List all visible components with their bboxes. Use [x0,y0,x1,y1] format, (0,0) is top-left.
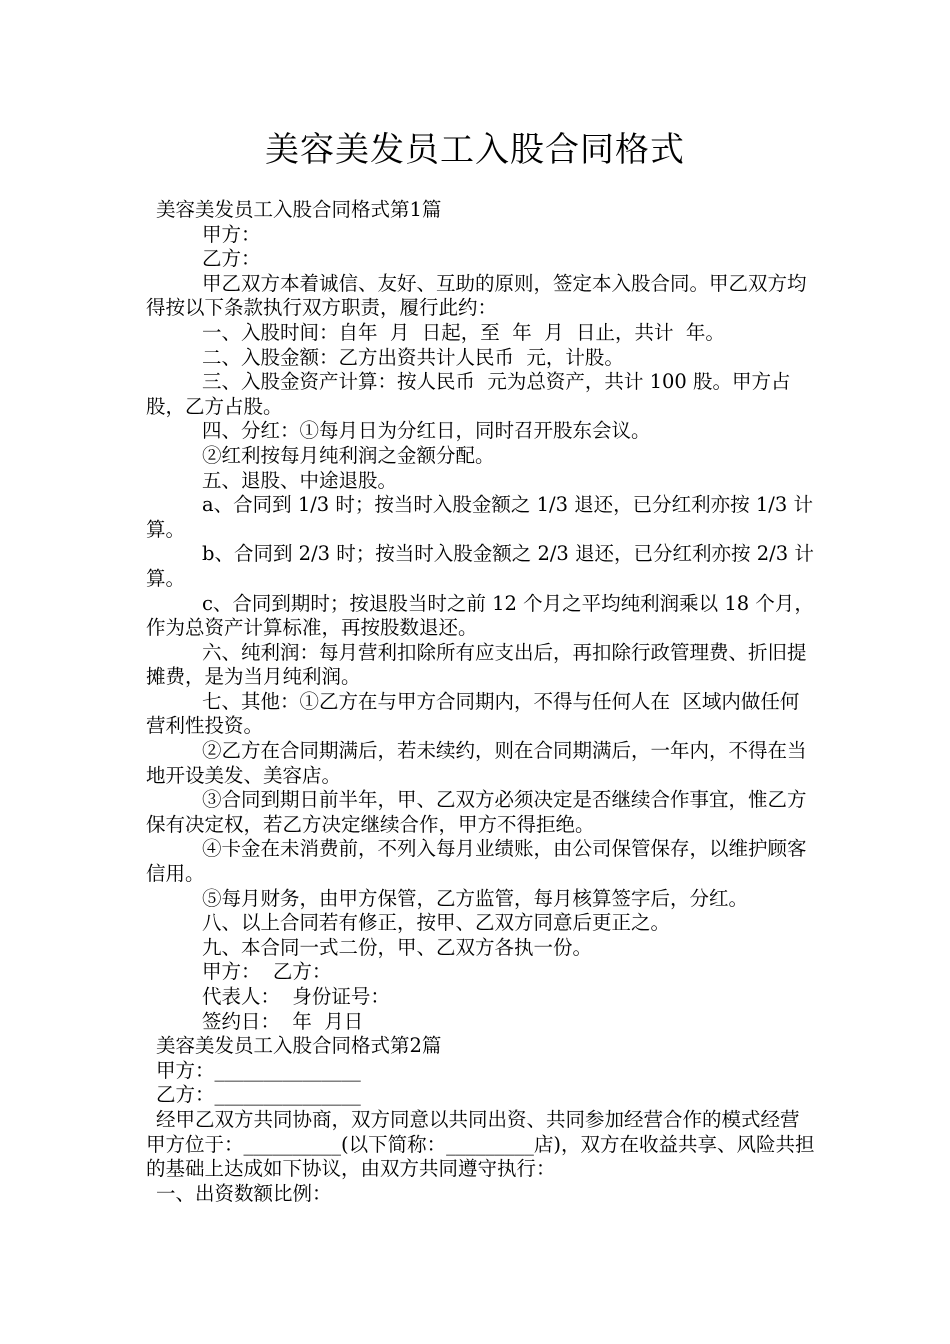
document-body [146,198,816,1206]
paragraph: 四、分红：①每月日为分红日，同时召开股东会议。 [202,419,651,443]
paragraph: 美容美发员工入股合同格式第2篇 [156,1034,442,1058]
paragraph: ②红利按每月纯利润之金额分配。 [202,443,495,467]
paragraph: ②乙方在合同期满后，若未续约，则在合同期满后，一年内，不得在当地开设美发、美容店。 [146,739,807,787]
paragraph: 甲方： 乙方： [202,960,332,984]
paragraph: 一、入股时间：自年 月 日起，至 年 月 日止，共计 年。 [202,320,725,344]
paragraph: 五、退股、中途退股。 [202,468,398,492]
paragraph: a、合同到 1/3 时；按当时入股金额之 1/3 退还，已分红利亦按 1/3 计算。 [146,493,813,541]
paragraph: 甲乙双方本着诚信、友好、互助的原则，签定本入股合同。甲乙双方均得按以下条款执行双方职责，履行此约： [146,271,807,320]
paragraph: c、合同到期时；按退股当时之前 12 个月之平均纯利润乘以 18 个月，作为总资产计算标准，再按股数退还。 [146,591,814,640]
paragraph: 一、出资数额比例： [156,1181,332,1205]
paragraph: b、合同到 2/3 时；按当时入股金额之 2/3 退还，已分红利亦按 2/3 计算。 [146,542,814,590]
paragraph: 经甲乙双方共同协商，双方同意以共同出资、共同参加经营合作的模式经营甲方位于：__________(以下简称：_________店)，双方在收益共享、风险共担的基础上达成如下协议，由双方共同遵守执行： [146,1107,815,1181]
paragraph: 甲方： [202,222,261,246]
paragraph: 美容美发员工入股合同格式第1篇 [156,198,442,221]
paragraph: 九、本合同一式二份，甲、乙双方各执一份。 [202,935,593,959]
paragraph: 八、以上合同若有修正，按甲、乙双方同意后更正之。 [202,911,671,935]
paragraph: 三、入股金资产计算：按人民币 元为总资产，共计 100 股。甲方占股，乙方占股。 [146,370,791,418]
paragraph: 乙方： [202,247,261,271]
paragraph: 代表人： 身份证号： [202,985,390,1008]
paragraph: ③合同到期日前半年，甲、乙双方必须决定是否继续合作事宜，惟乙方保有决定权，若乙方决定继续合作，甲方不得拒绝。 [146,788,807,836]
paragraph: 六、纯利润：每月营利扣除所有应支出后，再扣除行政管理费、折旧提摊费，是为当月纯利润。 [146,640,807,689]
paragraph: 二、入股金额：乙方出资共计人民币 元，计股。 [202,345,624,369]
paragraph: 甲方：_______________ [156,1058,361,1082]
paragraph: 七、其他：①乙方在与甲方合同期内，不得与任何人在 区域内做任何营利性投资。 [146,689,800,738]
paragraph: 签约日： 年 月日 [202,1009,364,1033]
paragraph: ⑤每月财务，由甲方保管，乙方监管，每月核算签字后，分红。 [202,886,749,910]
paragraph: ④卡金在未消费前，不列入每月业绩账，由公司保管保存，以维护顾客信用。 [146,837,807,886]
document-title: 美容美发员工入股合同格式 [265,130,685,170]
paragraph: 乙方：_______________ [156,1083,361,1107]
